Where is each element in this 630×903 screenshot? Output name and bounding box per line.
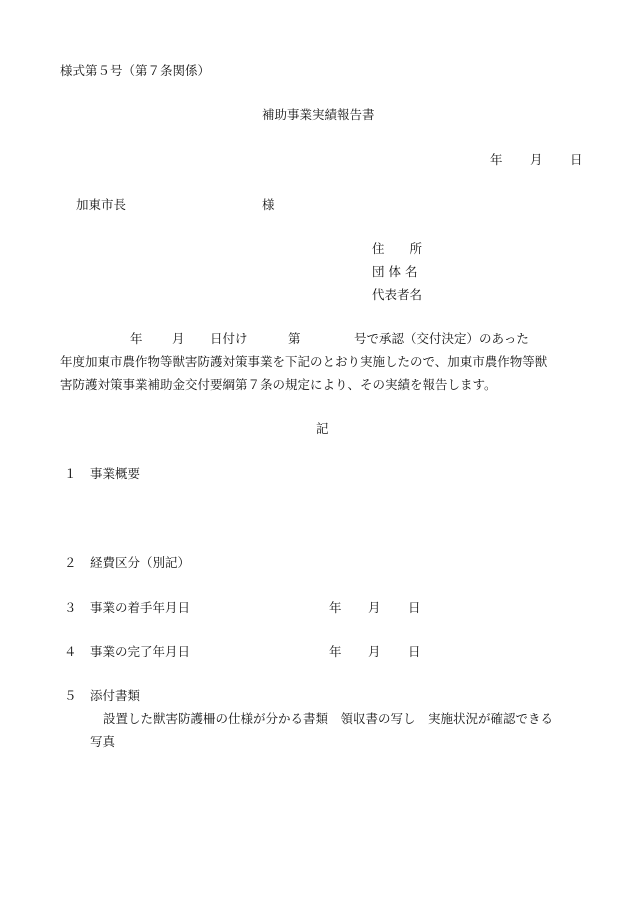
body-line2: 年度加東市農作物等獣害防護対策事業を下記のとおり実施したので、加東市農作物等獣 (60, 354, 548, 369)
item-year: 年 (329, 644, 342, 659)
date-month: 月 (530, 152, 543, 167)
item-label: 添付書類 (90, 688, 141, 703)
item-label: 事業の着手年月日 (90, 600, 191, 615)
item-month: 月 (368, 644, 381, 659)
body-line1-rest: 号で承認（交付決定）のあった (354, 331, 529, 346)
item-label: 事業の完了年月日 (90, 644, 191, 659)
item-day: 日 (408, 644, 421, 659)
item-month: 月 (368, 600, 381, 615)
applicant-address-label: 住 所 (372, 241, 423, 256)
addressee-name: 加東市長 (76, 197, 127, 212)
body-day: 日付け (210, 331, 248, 346)
item-number: １ (64, 466, 77, 481)
item-number: ２ (64, 555, 77, 570)
item-day: 日 (408, 600, 421, 615)
attachments-line2: 写真 (90, 734, 116, 749)
item-number: ３ (64, 600, 77, 615)
applicant-organization-label: 団 体 名 (372, 264, 418, 279)
form-label: 様式第５号（第７条関係） (60, 63, 211, 78)
body-line3: 害防護対策事業補助金交付要綱第７条の規定により、その実績を報告します。 (60, 377, 497, 392)
date-day: 日 (570, 152, 583, 167)
body-month: 月 (172, 331, 185, 346)
item-year: 年 (329, 600, 342, 615)
body-number-prefix: 第 (288, 331, 301, 346)
body-year: 年 (130, 331, 143, 346)
item-label: 経費区分（別記） (90, 555, 191, 570)
applicant-representative-label: 代表者名 (372, 287, 423, 302)
item-number: ４ (64, 644, 77, 659)
item-number: ５ (64, 688, 77, 703)
ki-heading: 記 (316, 421, 329, 436)
document-title: 補助事業実績報告書 (262, 107, 375, 122)
item-label: 事業概要 (90, 466, 141, 481)
addressee-honorific: 様 (262, 197, 275, 212)
date-year: 年 (490, 152, 503, 167)
attachments-line1: 設置した獣害防護柵の仕様が分かる書類 領収書の写し 実施状況が確認できる (103, 711, 554, 726)
